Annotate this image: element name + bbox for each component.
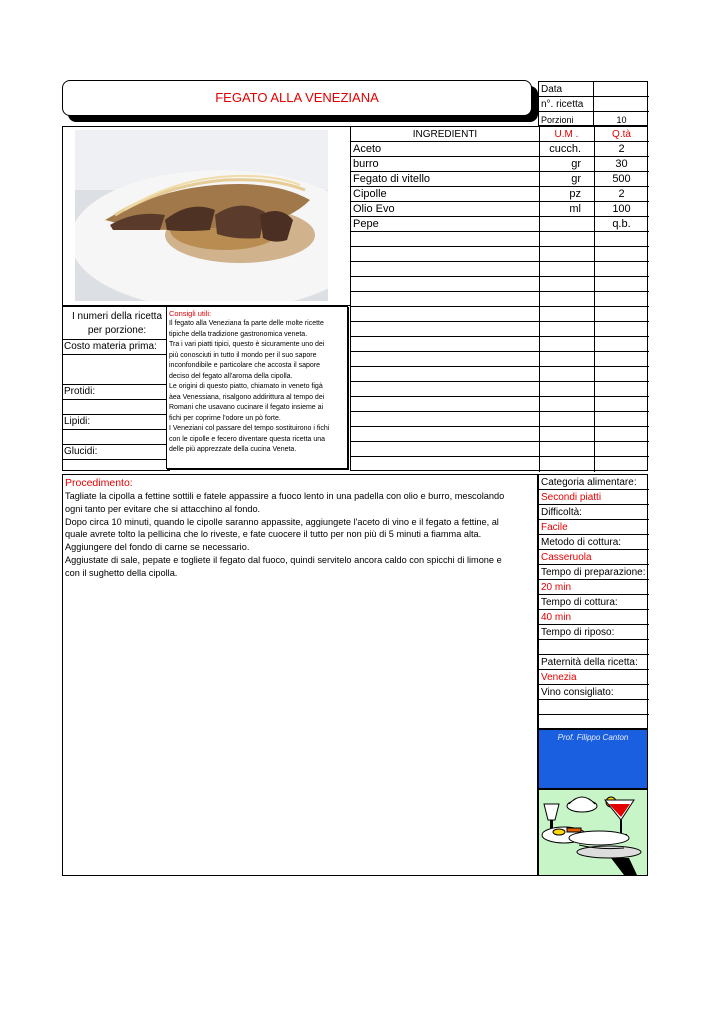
um-header: U.M . — [554, 129, 579, 140]
ingredient-qty: q.b. — [612, 218, 631, 230]
page-title: FEGATO ALLA VENEZIANA — [215, 90, 379, 105]
ingredient-um: pz — [569, 188, 581, 200]
tips-line: fichi per coprirne l'odore un pò forte. — [169, 414, 281, 422]
cooking-method-value: Casseruola — [541, 552, 592, 563]
category-value: Secondi piatti — [541, 492, 602, 503]
fat-label: Lipidi: — [64, 416, 91, 427]
tips-line: I Veneziani col passare del tempo sostituirono i fichi — [169, 425, 330, 432]
difficulty-value: Facile — [541, 522, 568, 533]
dish-photo — [75, 130, 328, 301]
ingredient-um: ml — [569, 203, 581, 215]
portions-label: Porzioni — [541, 115, 574, 125]
origin-value: Venezia — [541, 672, 577, 683]
cook-time-value: 40 min — [541, 612, 572, 623]
meta-table — [538, 81, 648, 126]
portions-value: 10 — [616, 115, 627, 125]
ingredient-qty: 30 — [615, 158, 628, 170]
ingredient-name: Pepe — [353, 218, 379, 230]
tips-box — [166, 306, 348, 469]
data-label: Data — [541, 84, 563, 95]
procedure-line: Dopo circa 10 minuti, quando le cipolle saranno appassite, aggiungete l'aceto di vino e il fegato a fettine, al — [65, 516, 499, 527]
title-banner — [62, 80, 532, 116]
ingredients-header: INGREDIENTI — [412, 129, 478, 140]
dish-image — [75, 130, 328, 301]
ingredient-qty: 100 — [612, 203, 631, 215]
tips-line: Il fegato alla Veneziana fa parte delle molte ricette — [169, 320, 324, 327]
procedure-line: Tagliate la cipolla a fettine sottili e fatele appassire a fuoco lento in una padella con olio e burro, mescolando — [65, 491, 505, 501]
ingredient-name: burro — [353, 158, 379, 170]
ingredient-qty: 2 — [618, 143, 625, 155]
prep-time-value: 20 min — [541, 582, 572, 593]
cost-label: Costo materia prima: — [64, 341, 157, 352]
nutrition-header-line2: per porzione: — [87, 325, 147, 336]
cooking-method-label: Metodo di cottura: — [541, 537, 622, 548]
ingredient-name: Aceto — [353, 143, 382, 155]
author-box — [538, 729, 648, 789]
qty-header: Q.tà — [612, 129, 631, 140]
procedure-line: Aggiungere del fondo di carne se necessario. — [65, 542, 250, 553]
ingredient-name: Cipolle — [353, 188, 387, 200]
tips-line: con le cipolle e fecero diventare questa ricetta una — [169, 435, 326, 443]
nutrition-box — [62, 306, 170, 471]
side-info — [538, 474, 648, 729]
ingredient-name: Fegato di vitello — [353, 173, 431, 185]
procedure-line: con il sughetto della cipolla. — [65, 567, 178, 578]
tips-line: Tra i vari piatti tipici, questo è sicuramente uno dei — [169, 341, 325, 348]
tips-line: delle più apprezzate della cucina Veneta. — [169, 446, 297, 453]
tips-line: àea Venessiana, risalgono addirittura al tempo dei — [169, 393, 325, 401]
difficulty-label: Difficoltà: — [541, 507, 582, 518]
ingredients-table — [350, 126, 648, 471]
ingredient-um: gr — [571, 173, 581, 185]
waiter-clipart — [538, 789, 648, 876]
procedure-line: ogni tanto per evitare che si attacchino al fondo. — [65, 503, 261, 514]
tips-line: Le origini di questo piatto, chiamato in veneto figà — [169, 383, 323, 390]
tips-line: tipiche della tradizione gastronomica veneta. — [169, 330, 308, 338]
category-label: Categoria alimentare: — [541, 477, 637, 488]
waiter-icon — [539, 790, 647, 875]
ingredient-um: gr — [571, 158, 581, 170]
protein-label: Protidi: — [64, 386, 96, 397]
nutrition-header-line1: I numeri della ricetta — [71, 311, 163, 322]
rest-time-label: Tempo di riposo: — [541, 627, 615, 638]
tips-line: inconfondibile e particolare che accosta il sapore — [169, 362, 320, 369]
wine-label: Vino consigliato: — [541, 687, 614, 698]
cook-time-label: Tempo di cottura: — [541, 597, 618, 608]
procedure-box — [62, 474, 538, 876]
tips-line: Romani che usavano cucinare il fegato insieme ai — [169, 404, 324, 411]
ingredient-qty: 2 — [618, 188, 625, 200]
author-name: Prof. Filippo Canton — [557, 733, 629, 742]
tips-line: deciso del fegato all'aroma della cipolla. — [169, 372, 293, 380]
ingredient-name: Olio Evo — [353, 203, 395, 215]
carbs-label: Glucidi: — [64, 446, 98, 457]
tips-title: Consigli utili: — [169, 309, 212, 318]
procedure-title: Procedimento: — [65, 477, 133, 489]
origin-label: Paternità della ricetta: — [541, 657, 638, 668]
procedure-line: quale avrete tolto la pellicina che lo riveste, e fate cuocere il tutto per non più di 5 minuti a fiamma alta. — [65, 529, 482, 540]
procedure-line: Aggiustate di sale, pepate e togliete il fegato dal fuoco, quindi servitelo ancora caldo con spicchi di limone e — [65, 554, 502, 565]
ingredient-um: cucch. — [549, 143, 581, 155]
tips-line: più conosciuti in tutto il mondo per il suo sapore — [169, 351, 317, 359]
ingredient-qty: 500 — [612, 173, 631, 185]
recipe-number-label: n°. ricetta — [541, 99, 584, 110]
prep-time-label: Tempo di preparazione: — [541, 567, 646, 578]
